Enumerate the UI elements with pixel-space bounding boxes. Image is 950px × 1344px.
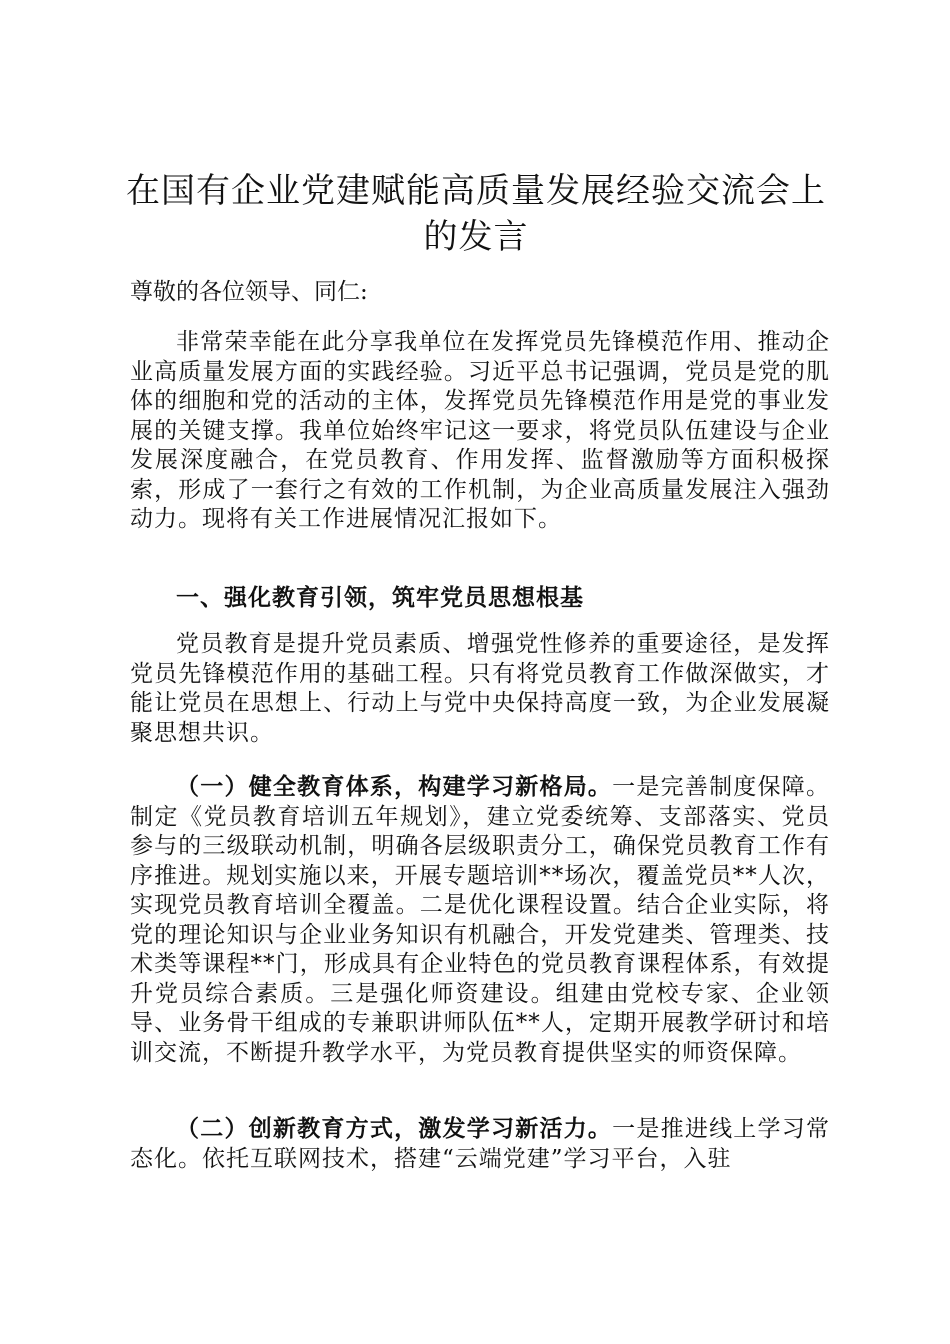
section-heading: 一、强化教育引领，筑牢党员思想根基: [176, 584, 584, 611]
subsection-text-2: 一是推进线上学习常态化。依托互联网技术，搭建“云端党建”学习平台，入驻: [130, 1116, 831, 1172]
subsection-paragraph-1: [130, 772, 830, 1068]
subsection-paragraph-2: [130, 1114, 830, 1174]
document-title: 在国有企业党建赋能高质量发展经验交流会上的发言: [126, 171, 826, 257]
salutation: 尊敬的各位领导、同仁:: [130, 279, 368, 305]
section-paragraph: 党员教育是提升党员素质、增强党性修养的重要途径，是发挥党员先锋模范作用的基础工程。只有将党员教育工作做深做实，才能让党员在思想上、行动上与党中央保持高度一致，为企业发展凝聚思想共识。: [130, 631, 830, 746]
subsection-lead-2: （二）创新教育方式，激发学习新活力。: [176, 1115, 613, 1142]
subsection-lead-1: （一）健全教育体系，构建学习新格局。: [176, 773, 613, 800]
subsection-text-1: 一是完善制度保障。制定《党员教育培训五年规划》，建立党委统筹、支部落实、党员参与的三级联动机制，明确各层级职责分工，确保党员教育工作有序推进。规划实施以来，开展专题培训**场次，覆盖党员**人次，实现党员教育培训全覆盖。二是优化课程设置。结合企业实际，将党的理论知识与企业业务知识有机融合，开发党建类、管理类、技术类等课程**门，形成具有企业特色的党员教育课程体系，有效提升党员综合素质。三是强化师资建设。组建由党校专家、企业领导、业务骨干组成的专兼职讲师队伍**人，定期开展教学研讨和培训交流，不断提升教学水平，为党员教育提供坚实的师资保障。: [130, 774, 831, 1066]
intro-paragraph: 非常荣幸能在此分享我单位在发挥党员先锋模范作用、推动企业高质量发展方面的实践经验。习近平总书记强调，党员是党的肌体的细胞和党的活动的主体，发挥党员先锋模范作用是党的事业发展的关键支撑。我单位始终牢记这一要求，将党员队伍建设与企业发展深度融合，在党员教育、作用发挥、监督激励等方面积极探索，形成了一套行之有效的工作机制，为企业高质量发展注入强劲动力。现将有关工作进展情况汇报如下。: [130, 329, 830, 532]
